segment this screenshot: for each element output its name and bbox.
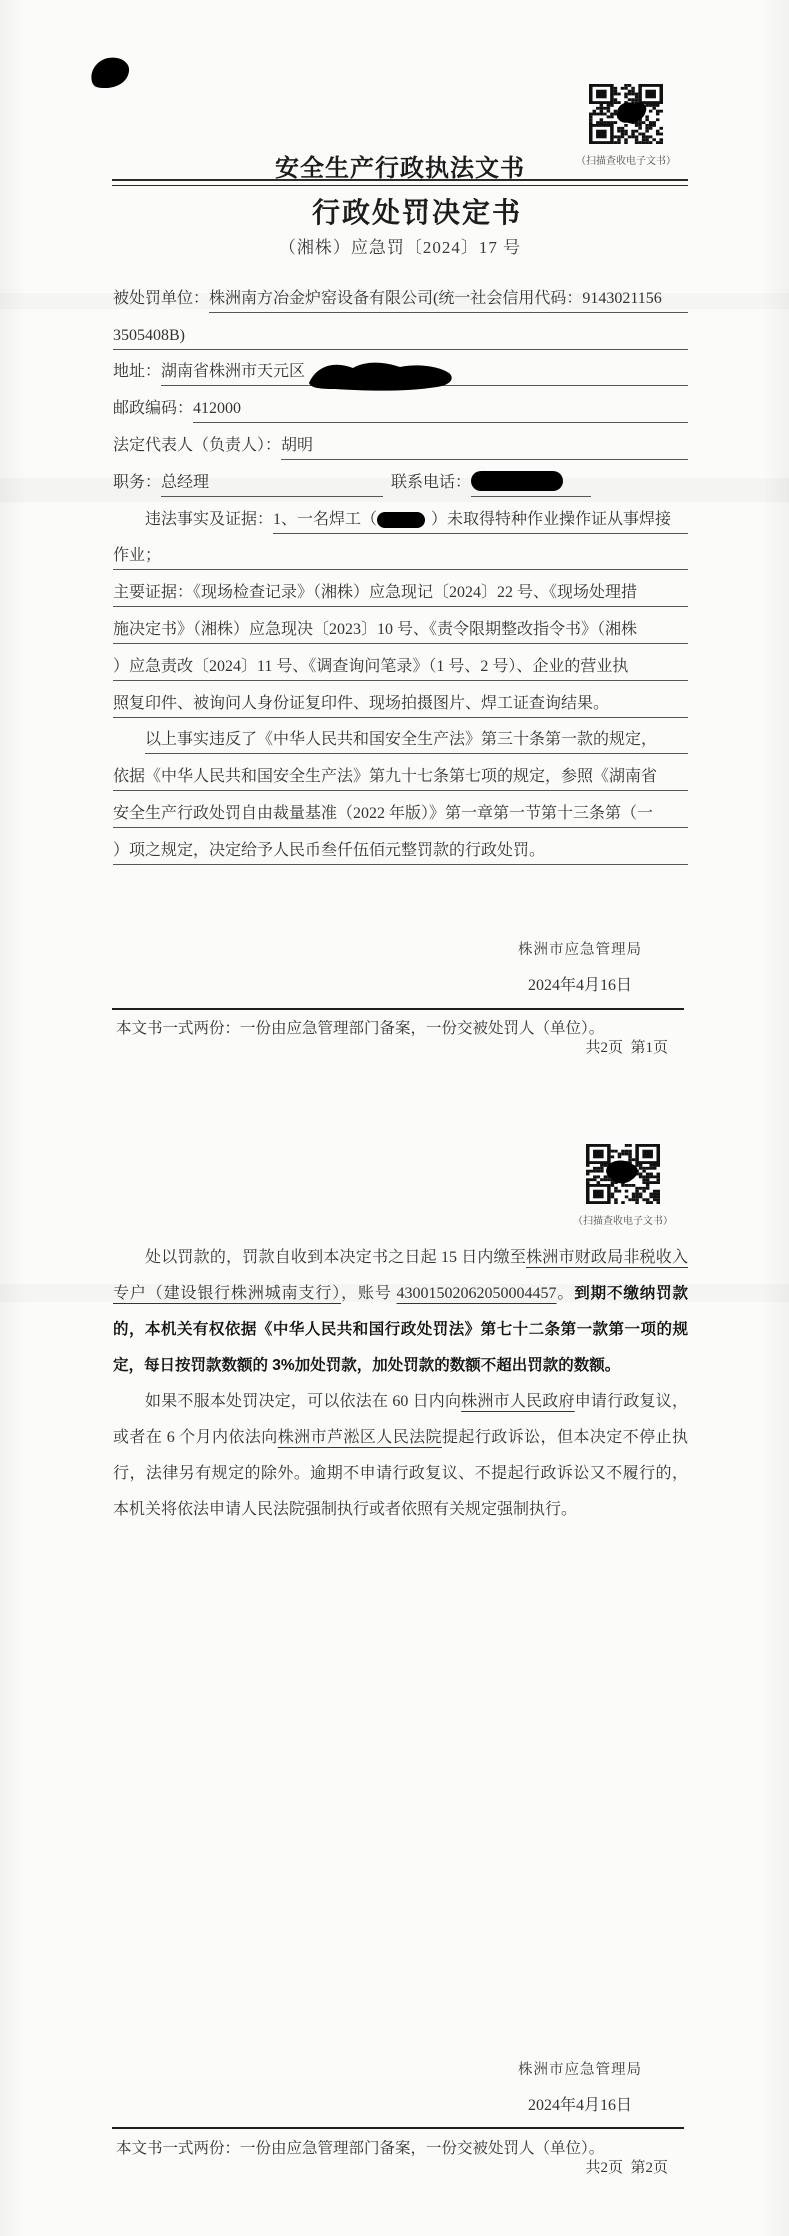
form-line xyxy=(113,754,688,791)
field-value: 作业； xyxy=(113,546,161,570)
field-value xyxy=(575,493,591,497)
issuer-name: 株洲市应急管理局 xyxy=(518,2062,642,2078)
underline-fill xyxy=(609,714,688,718)
form-line xyxy=(113,681,688,718)
redacted-field xyxy=(471,471,575,497)
document-number: （湘株）应急罚〔2024〕17 号 xyxy=(278,238,522,257)
form-line xyxy=(113,791,688,828)
paragraph xyxy=(113,1384,688,1528)
page-indicator-page1: 共2页 第1页 xyxy=(585,1040,668,1056)
underline-fill xyxy=(637,640,688,644)
redaction-bar xyxy=(377,512,425,528)
field-value: 安全生产行政处罚自由裁量基准（2022 年版）》第一章第一节第十三条第（一 xyxy=(113,804,653,828)
underline-fill xyxy=(662,309,688,313)
field-label: 被处罚单位： xyxy=(113,289,210,307)
form-line xyxy=(113,313,688,350)
form-lines xyxy=(113,276,688,865)
redacted-field xyxy=(377,510,431,534)
field-value: 主要证据：《现场检查记录》（湘株）应急现记〔2024〕22 号、《现场处理措 xyxy=(113,583,637,607)
issuer-signature-page2 xyxy=(490,2058,670,2115)
paragraph xyxy=(113,1240,688,1384)
footer-rule-page1 xyxy=(112,1008,684,1010)
qr-block-page2 xyxy=(567,1144,679,1227)
form-line xyxy=(113,570,688,607)
body-text: ，账号 xyxy=(341,1285,397,1302)
issue-date: 2024年4月16日 xyxy=(527,2097,632,2114)
issuer-name: 株洲市应急管理局 xyxy=(518,942,642,958)
body-text: 申请行政复议，或者在 6 个月内依法向 xyxy=(113,1393,688,1446)
underlined-text: 株洲市人民政府 xyxy=(461,1393,575,1410)
ink-scribble xyxy=(88,56,132,90)
bold-text: 到期不缴纳罚款的，本机关有权依据《中华人民共和国行政处罚法》第七十二条第一款第一项的规定，每日按罚款数额的 3%加处罚款，加处罚款的数额不超出罚款的数额。 xyxy=(113,1285,688,1374)
field-value: 胡明 xyxy=(281,436,313,460)
header-divider xyxy=(112,179,688,186)
form-line xyxy=(113,607,688,644)
field-label: 地址： xyxy=(113,363,162,381)
page-indicator-page2: 共2页 第2页 xyxy=(585,2160,668,2176)
body-text: 。 xyxy=(556,1285,575,1302)
field-value: 湖南省株洲市天元区 xyxy=(161,362,305,386)
field-value: ）未取得特种作业操作证从事焊接 xyxy=(431,510,671,534)
field-value: 1、一名焊工（ xyxy=(273,510,377,534)
field-label: 法定代表人（负责人）： xyxy=(113,436,282,454)
qr-code xyxy=(586,1144,660,1204)
form-line xyxy=(113,460,688,497)
footer-note-page1: 本文书一式两份：一份由应急管理部门备案，一份交被处罚人（单位）。 xyxy=(116,1020,605,1037)
field-value: 株洲南方冶金炉窑设备有限公司(统一社会信用代码：9143021156 xyxy=(209,289,662,313)
form-line xyxy=(113,423,688,460)
underline-fill xyxy=(313,456,688,460)
underlined-text: 株洲市芦淞区人民法院 xyxy=(277,1429,442,1446)
field-value: 施决定书》（湘株）应急现决〔2023〕10 号、《责令限期整改指令书》（湘株 xyxy=(113,620,637,644)
field-value: 总经理 xyxy=(161,473,383,497)
field-value: 3505408B) xyxy=(113,326,185,350)
form-line xyxy=(113,497,688,534)
issue-date: 2024年4月16日 xyxy=(527,977,632,994)
footer-rule-page2 xyxy=(112,2127,684,2129)
penalty-paragraphs xyxy=(113,1240,688,1528)
document-title: 行政处罚决定书 xyxy=(311,198,522,229)
spacer xyxy=(591,494,688,497)
underline-fill xyxy=(671,530,688,534)
underline-fill xyxy=(657,750,688,754)
field-value: 照复印件、被询问人身份证复印件、现场拍摄图片、焊工证查询结果。 xyxy=(113,694,609,718)
underline-fill xyxy=(653,824,688,828)
form-line xyxy=(113,350,688,387)
redaction-scribble-shape xyxy=(305,359,455,393)
form-line xyxy=(113,644,688,681)
redaction-scribble xyxy=(305,382,455,386)
body-text: 处以罚款的，罚款自收到本决定书之日起 15 日内缴至 xyxy=(145,1249,527,1266)
issuer-signature-page1 xyxy=(490,938,670,995)
footer-note-page2: 本文书一式两份：一份由应急管理部门备案，一份交被处罚人（单位）。 xyxy=(116,2140,605,2157)
underline-fill xyxy=(455,382,688,386)
underline-fill xyxy=(637,603,688,607)
underline-fill xyxy=(628,677,688,681)
spacer xyxy=(383,494,391,497)
qr-caption: （扫描查收电子文书） xyxy=(576,156,676,167)
document-category-title: 安全生产行政执法文书 xyxy=(275,156,525,182)
field-label: 违法事实及证据： xyxy=(145,510,274,528)
body-text: 如果不服本处罚决定，可以依法在 60 日内向 xyxy=(145,1393,462,1410)
underlined-text: 43001502062050004457 xyxy=(396,1285,557,1302)
redaction-bar xyxy=(471,471,563,491)
field-value: ）项之规定，决定给予人民币叁仟伍佰元整罚款的行政处罚。 xyxy=(113,841,545,865)
form-line xyxy=(113,276,688,313)
field-label: 职务： xyxy=(113,473,162,491)
form-line xyxy=(113,534,688,571)
form-line xyxy=(113,718,688,755)
underlined-text: 株洲市财政局非税收入专户（建设银行株洲城南支行） xyxy=(113,1249,688,1302)
form-line xyxy=(113,828,688,865)
underline-fill xyxy=(545,861,688,865)
field-value: 412000 xyxy=(193,399,241,423)
underline-fill xyxy=(161,566,688,570)
underline-fill xyxy=(241,419,688,423)
field-label: 邮政编码： xyxy=(113,400,194,418)
field-value: 以上事实违反了《中华人民共和国安全生产法》第三十条第一款的规定， xyxy=(145,730,657,754)
qr-code xyxy=(589,84,663,144)
field-label: 联系电话： xyxy=(391,473,472,491)
underline-fill xyxy=(657,787,688,791)
field-value: 依据《中华人民共和国安全生产法》第九十七条第七项的规定，参照《湖南省 xyxy=(113,767,657,791)
body-text: 提起行政诉讼，但本决定不停止执行，法律另有规定的除外。逾期不申请行政复议、不提起行政诉讼又不履行的，本机关将依法申请人民法院强制执行或者依照有关规定强制执行。 xyxy=(113,1429,688,1518)
qr-caption: （扫描查收电子文书） xyxy=(573,1216,673,1227)
field-value: ）应急责改〔2024〕11 号、《调查询问笔录》（1 号、2 号）、企业的营业执 xyxy=(113,657,628,681)
underline-fill xyxy=(185,346,688,350)
